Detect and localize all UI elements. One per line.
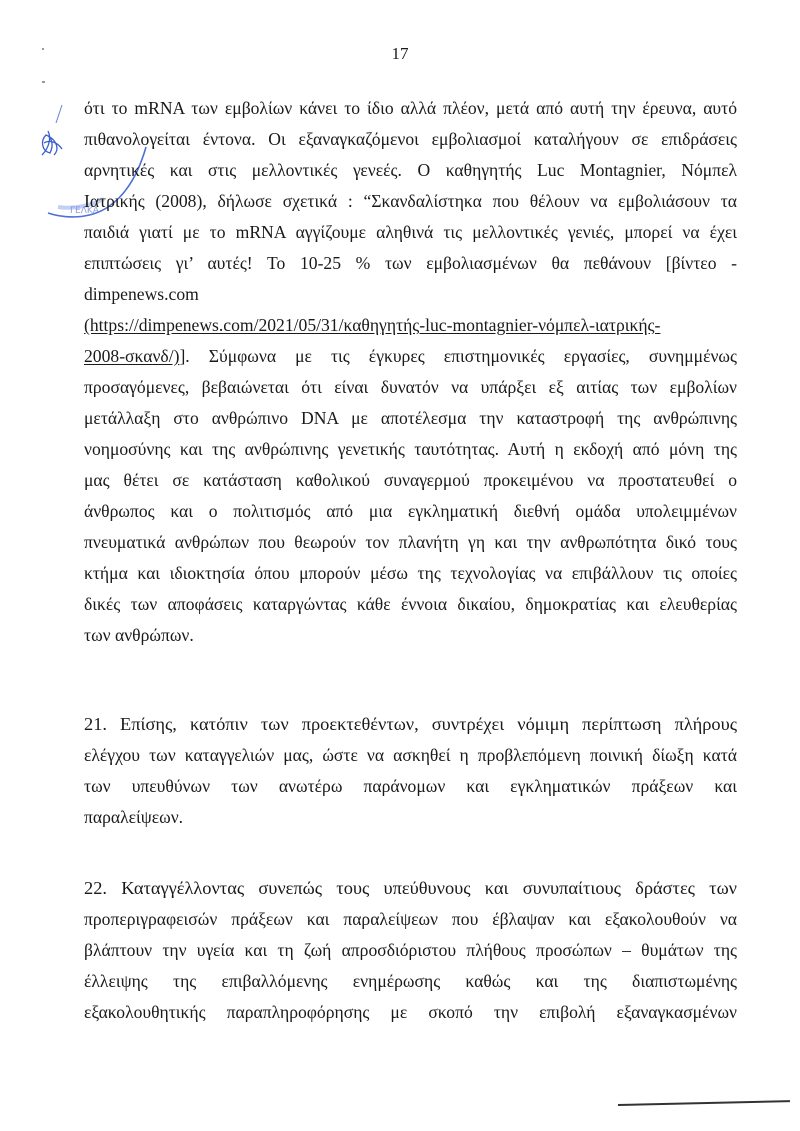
svg-text:ΓΕΛΚΑ: ΓΕΛΚΑ (70, 206, 99, 216)
text-line: αρνητικές και στις μελλοντικές γενεές. Ο καθηγητής Luc Montagnier, Νόμπελ (84, 160, 737, 180)
margin-mark (42, 48, 44, 50)
text-line: dimpenews.com (84, 284, 199, 304)
text-line: πιθανολογείται έντονα. Οι εξαναγκαζόμενοι εμβολιασμοί καταλήγουν σε επιδράσεις (84, 129, 737, 149)
text-line: μετάλλαξη στο ανθρώπινο DNA με αποτέλεσμα την καταστροφή της ανθρώπινης (84, 408, 737, 428)
text-line: Ιατρικής (2008), δήλωσε σχετικά : “Σκανδαλίστηκα που θέλουν να εμβολιάσουν τα (84, 191, 737, 211)
paragraph-21-line: ελέγχου των καταγγελιών μας, ώστε να ασκηθεί η προβλεπόμενη ποινική δίωξη κατά (84, 745, 737, 765)
text-line (84, 346, 737, 366)
text-line: άνθρωπος και ο πολιτισμός από μια εγκληματική διεθνή ομάδα υπολειμμένων (84, 501, 737, 521)
source-link[interactable]: (https://dimpenews.com/2021/05/31/καθηγητής-luc-montagnier-νόμπελ-ιατρικής- (84, 315, 661, 335)
paragraph-22-line: προπεριγραφεισών πράξεων και παραλείψεων που έβλαψαν και εξακολουθούν να (84, 909, 737, 929)
margin-mark (42, 81, 45, 83)
paragraph-21-line: των υπευθύνων των ανωτέρω παράνομων και εγκληματικών πράξεων και (84, 776, 737, 796)
source-link-line (84, 315, 737, 335)
text-line: μας θέτει σε κατάσταση καθολικού συναγερμού προκειμένου να προστατευθεί ο (84, 470, 737, 490)
text-line: πνευματικά ανθρώπων που θεωρούν τον πλανήτη γη και την ανθρωπότητα δικό τους (84, 532, 737, 552)
text-line: κτήμα και ιδιοκτησία όπου μπορούν μέσω της τεχνολογίας να επιβάλλουν τις οποίες (84, 563, 737, 583)
text-line: των ανθρώπων. (84, 625, 194, 645)
text-line: επιπτώσεις γι’ αυτές! Το 10-25 % των εμβολιασμένων θα πεθάνουν [βίντεο - (84, 253, 737, 273)
text-line: νοημοσύνης και της ανθρώπινης γενετικής ταυτότητας. Αυτή η εκδοχή από μόνη της (84, 439, 737, 459)
paragraph-21-line: 21. Επίσης, κατόπιν των προεκτεθέντων, συντρέχει νόμιμη περίπτωση πλήρους (84, 714, 737, 734)
paragraph-22-line: εξακολουθητικής παραπληροφόρησης με σκοπό την επιβολή εξαναγκασμένων (84, 1002, 737, 1022)
paragraph-22-line: 22. Καταγγέλλοντας συνεπώς τους υπεύθυνους και συνυπαίτιους δράστες των (84, 878, 737, 898)
text-line: παιδιά γιατί με το mRNA αγγίζουμε αληθινά τις μελλοντικές γενιές, μπορεί να έχει (84, 222, 737, 242)
paragraph-21-line: παραλείψεων. (84, 807, 184, 827)
source-link-continued[interactable]: 2008-σκανδ/) (84, 346, 180, 366)
paragraph-22-line: βλάπτουν την υγεία και τη ζωή απροσδιόριστου πλήθους προσώπων – θυμάτων της (84, 940, 737, 960)
signature-line (618, 1100, 790, 1106)
text-line: ότι το mRNA των εμβολίων κάνει το ίδιο αλλά πλέον, μετά από αυτή την έρευνα, αυτό (84, 98, 737, 118)
page-number: 17 (391, 44, 409, 63)
text-line: προσαγόμενες, βεβαιώνεται ότι είναι δυνατόν να υπάρξει εξ αιτίας των εμβολίων (84, 377, 737, 397)
paragraph-22-line: έλλειψης της επιβαλλόμενης ενημέρωσης καθώς και της διαπιστωμένης (84, 971, 737, 991)
text-line: δικές των αποφάσεις καταργώντας κάθε έννοια δικαίου, δημοκρατίας και ελευθερίας (84, 594, 737, 614)
text-fragment: ]. Σύμφωνα με τις έγκυρες επιστημονικές εργασίες, συνημμένως (179, 346, 737, 366)
